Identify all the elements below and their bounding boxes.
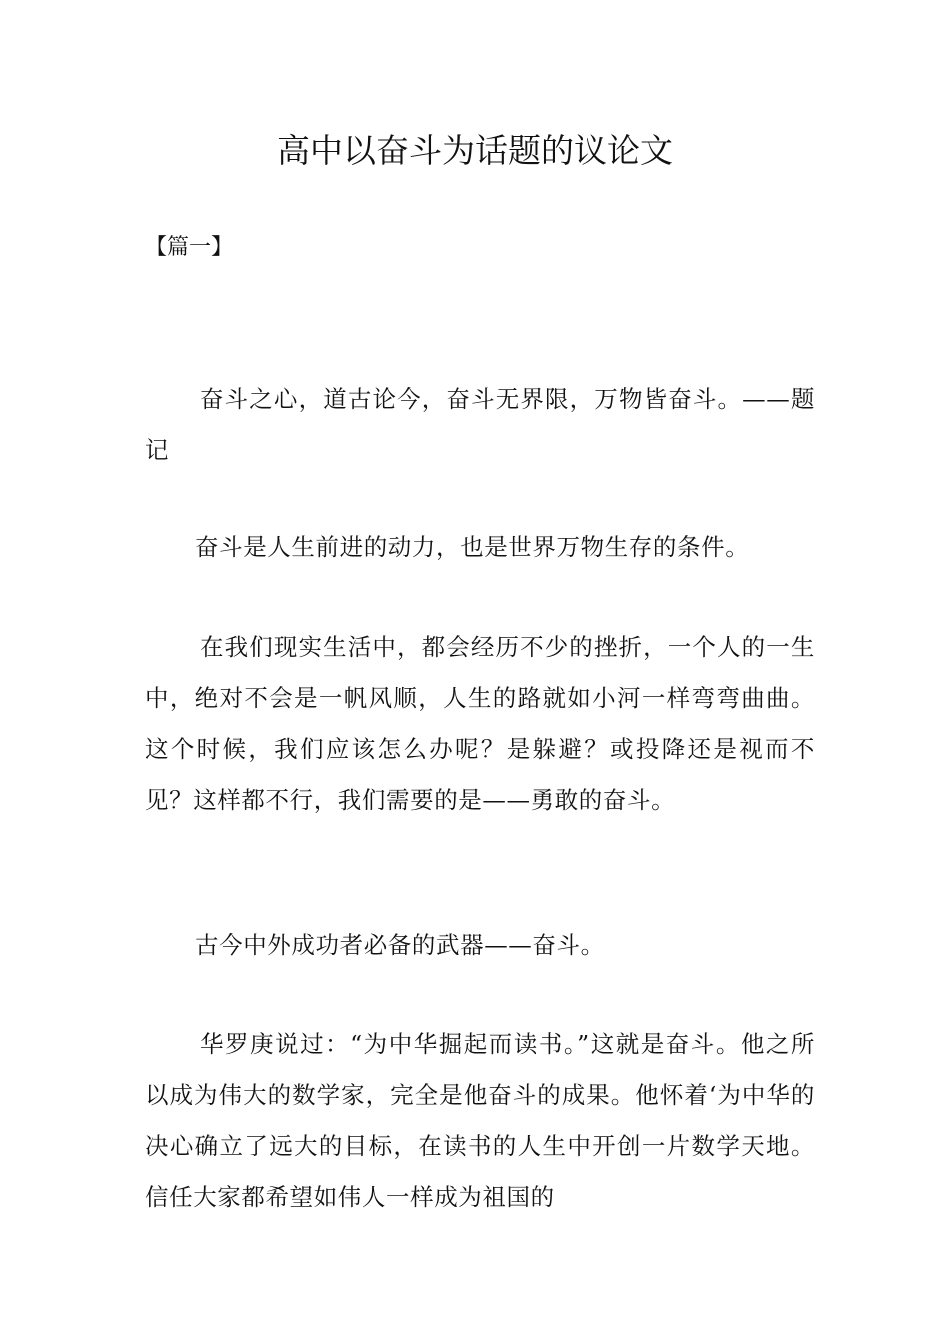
paragraph-epigraph: 奋斗之心，道古论今，奋斗无界限，万物皆奋斗。——题记 xyxy=(145,385,815,464)
paragraph: 在我们现实生活中，都会经历不少的挫折，一个人的一生中，绝对不会是一帆风顺，人生的路就如小河一样弯弯曲曲。这个时候，我们应该怎么办呢？是躲避？或投降还是视而不见？这样都不行，我们需要的是——勇敢的奋斗。 xyxy=(145,633,815,814)
paragraph: 古今中外成功者必备的武器——奋斗。 xyxy=(195,931,605,959)
paragraph: 奋斗是人生前进的动力，也是世界万物生存的条件。 xyxy=(195,533,750,561)
document-title: 高中以奋斗为话题的议论文 xyxy=(277,131,673,170)
section-label: 【篇一】 xyxy=(145,235,234,260)
paragraph: 华罗庚说过：“为中华掘起而读书。”这就是奋斗。他之所以成为伟大的数学家，完全是他奋斗的成果。他怀着‘为中华的决心确立了远大的目标，在读书的人生中开创一片数学天地。信任大家都希望如伟人一样成为祖国的 xyxy=(145,1030,815,1211)
